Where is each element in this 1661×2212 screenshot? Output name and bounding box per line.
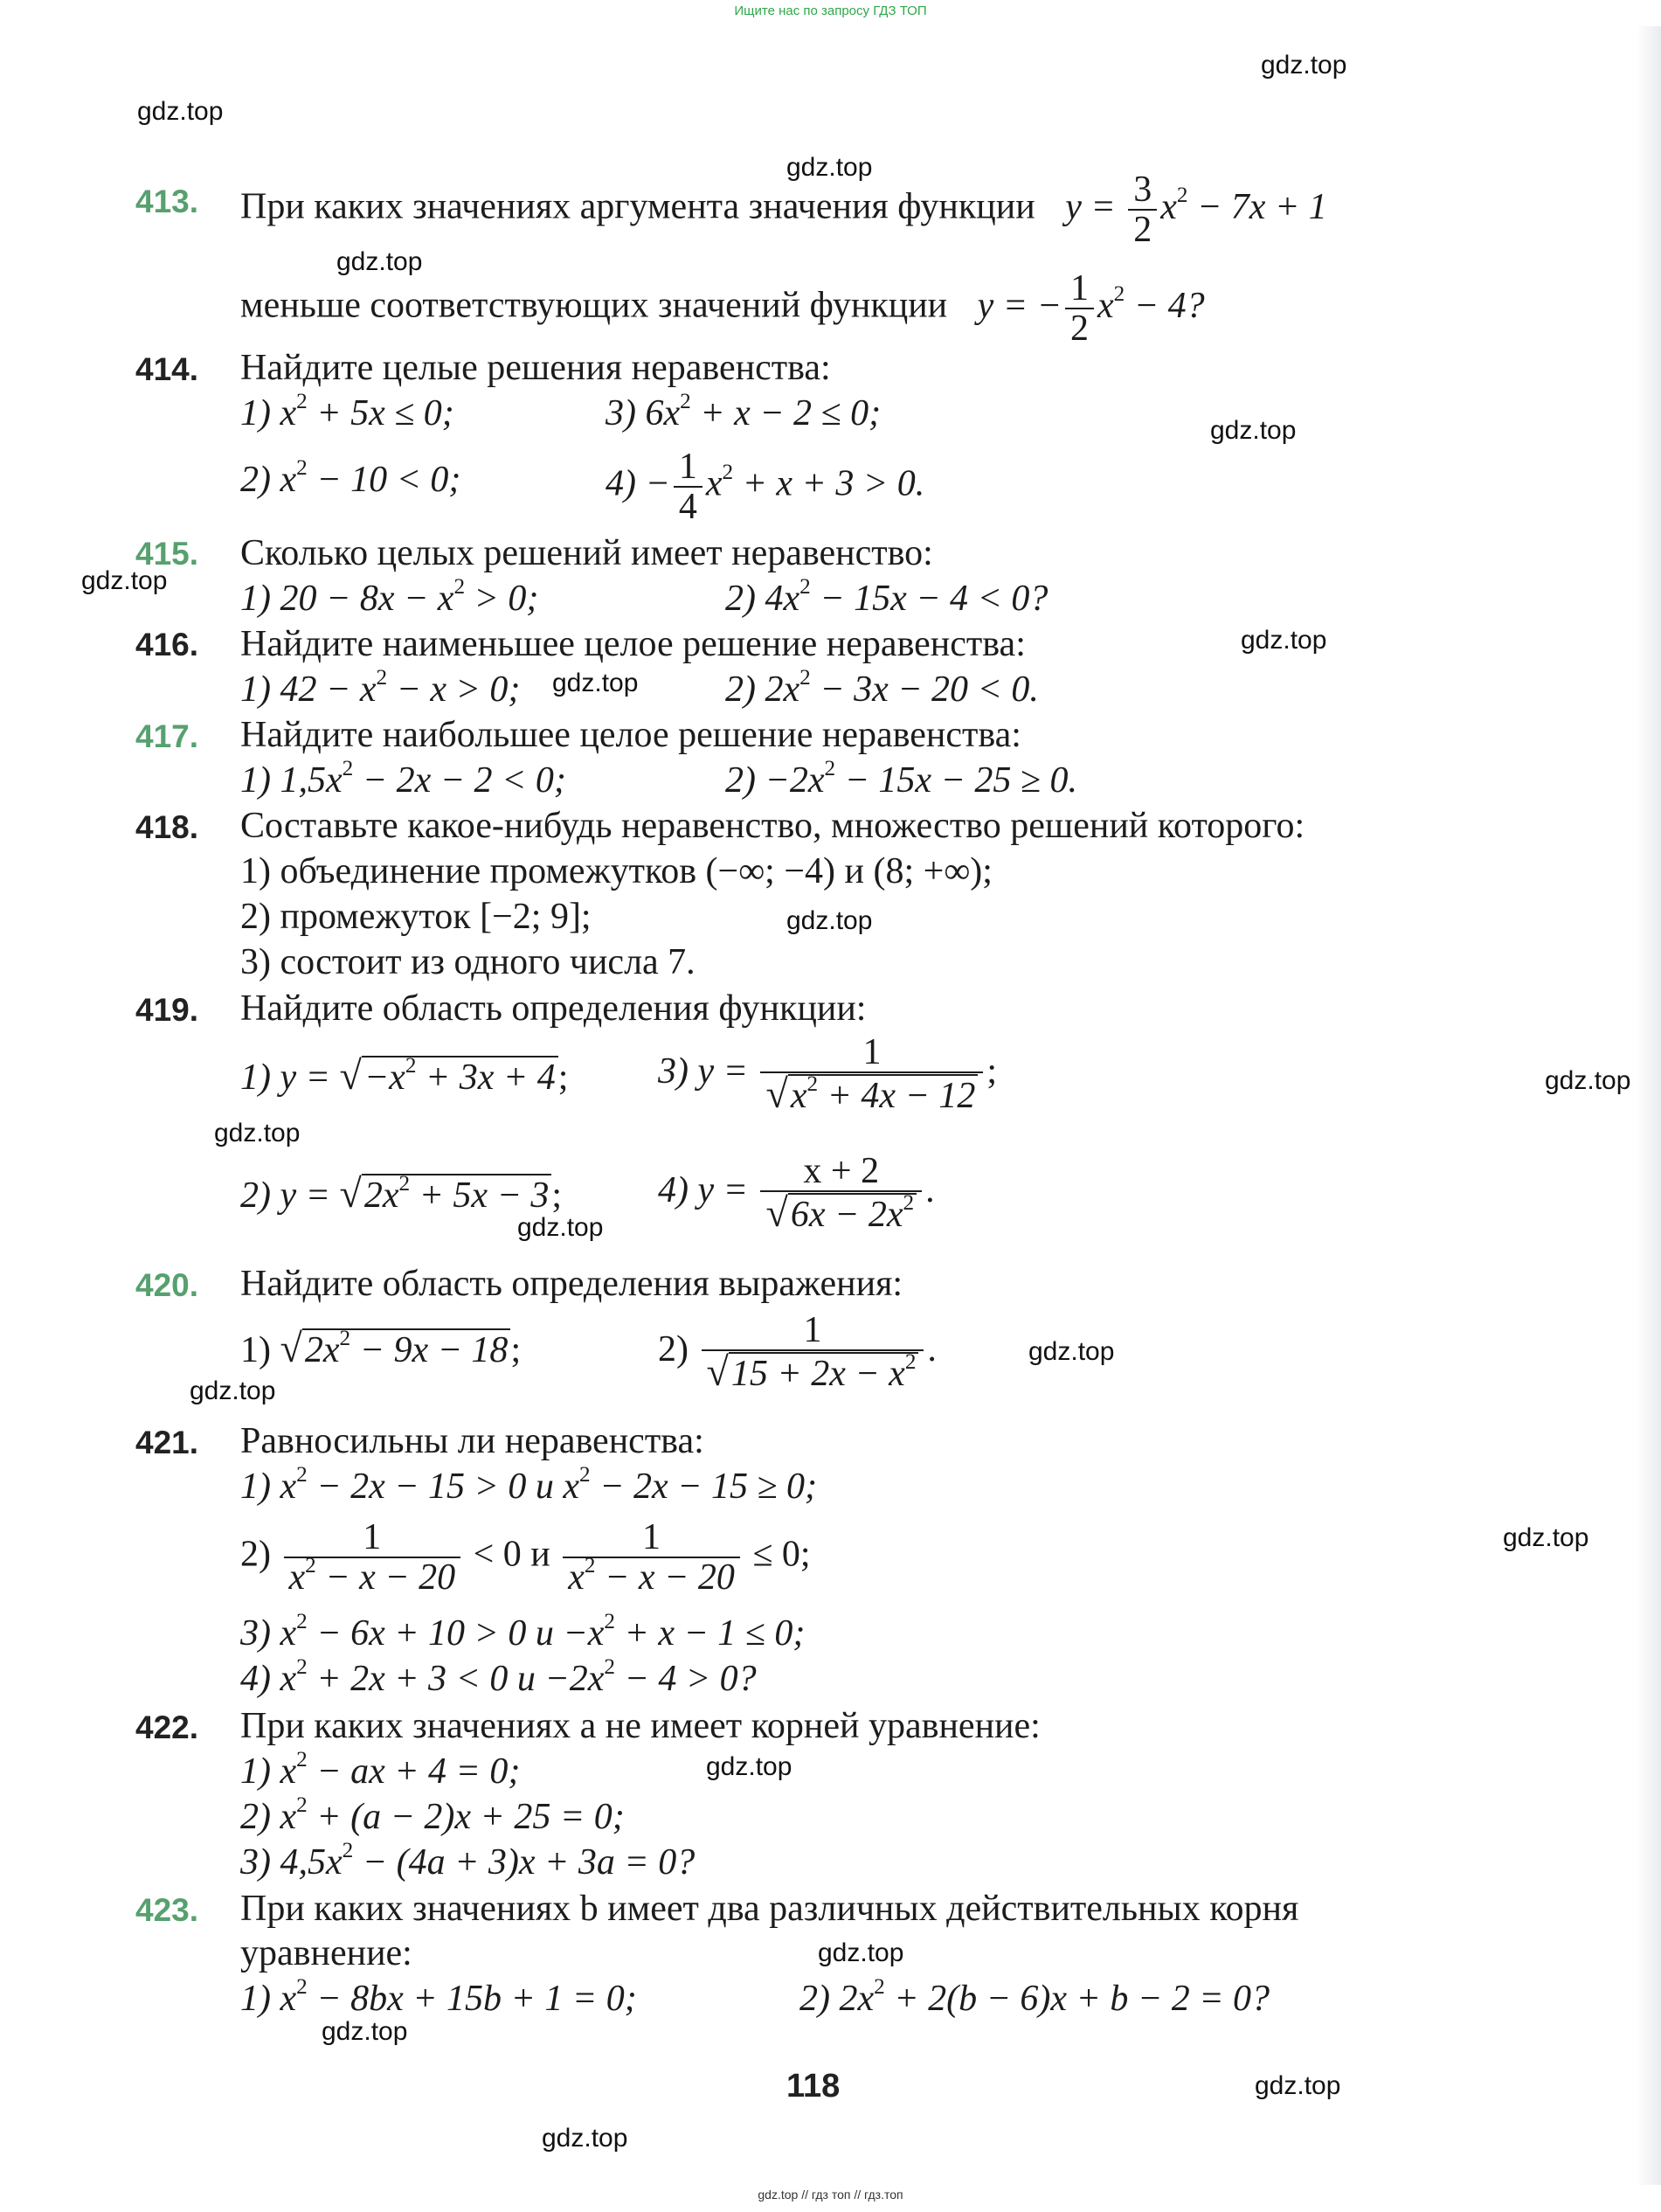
problem-423-item2: 2) $2x^2 + 2(b - 6)x + b - 2 = 0$? (799, 1975, 1270, 2019)
formula: y = (1065, 186, 1125, 227)
problem-422-item1: 1) $x^2$ − ax + 4 = 0; (240, 1748, 521, 1792)
watermark: gdz.top (818, 1938, 904, 1967)
fraction: $\frac{x + 2}{√6x - 2x^2}$ (760, 1152, 922, 1235)
watermark: gdz.top (81, 566, 168, 595)
square-root: $√2x^2 + 5x - 3$ (339, 1175, 551, 1216)
bottom-banner: gdz.top // гдз топ // гдз.топ (758, 2188, 903, 2202)
problem-418-item2: 2) промежуток [−2; 9]; (240, 897, 592, 937)
problem-text: При каких значениях аргумента значения функции (240, 186, 1035, 227)
problem-number: 421. (135, 1425, 199, 1460)
watermark: gdz.top (1503, 1523, 1589, 1552)
problem-419-item2: 2) $y = √2x^2 + 5x - 3$; (240, 1171, 563, 1216)
problem-421-item3: 3) $x^2 - 6x + 10 > 0$ $и -x^2 + x - 1 \le 0$; (240, 1610, 806, 1654)
problem-421-item4: 4) $x^2 + 2x + 3 < 0$ $и -2x^2 - 4 > 0$? (240, 1655, 757, 1699)
watermark: gdz.top (1241, 626, 1327, 655)
problem-413-line1: При каких значениях аргумента значения функции y = $\frac{3}{2}$ $x^2 - 7x + 1$ (240, 170, 1327, 251)
problem-416-item1: 1) $42 - x^2 - x > 0$; (240, 666, 521, 710)
fraction: $\frac{1}{2}$ (1065, 269, 1094, 348)
problem-423-item1: 1) $x^2 - 8bx + 15b + 1 = 0$; (240, 1975, 637, 2019)
problem-415-item1: 1) $20 - 8x - x^2 > 0$; (240, 575, 539, 619)
fraction: $\frac{1}{√15 + 2x - x^2}$ (702, 1311, 924, 1394)
watermark: gdz.top (552, 669, 639, 697)
watermark: gdz.top (706, 1752, 792, 1781)
problem-number: 418. (135, 809, 199, 845)
watermark: gdz.top (190, 1376, 276, 1405)
watermark: gdz.top (336, 247, 423, 276)
fraction: $\frac{1}{4}$ (674, 447, 702, 526)
problem-421-item1: 1) $x^2 - 2x - 15 > 0$ и $x^2 - 2x - 15 \ge 0$; (240, 1463, 818, 1507)
watermark: gdz.top (137, 97, 224, 126)
watermark: gdz.top (1255, 2071, 1341, 2100)
watermark: gdz.top (1261, 51, 1347, 80)
formula: y = − (977, 285, 1062, 326)
problem-417-item2: $2) -2x^2 - 15x - 25 \ge 0$. (725, 757, 1077, 801)
fraction: $\frac{1}{x^2 - x - 20}$ (284, 1518, 461, 1597)
problem-413-line2: меньше соответствующих значений функции y = − $\frac{1}{2}$ $x^2 - 4$? (240, 268, 1205, 350)
problem-title: Составьте какое-нибудь неравенство, множество решений которого: (240, 806, 1305, 846)
problem-418-item1: 1) объединение промежутков (−∞; −4) и (8; +∞); (240, 851, 993, 891)
problem-title: Сколько целых решений имеет неравенство: (240, 533, 933, 573)
problem-title: Найдите наибольшее целое решение неравенства: (240, 715, 1021, 755)
watermark: gdz.top (1028, 1337, 1115, 1366)
problem-414-item2: 2) $x^2 - 10 < 0$; (240, 456, 461, 500)
problem-title: Найдите область определения выражения: (240, 1264, 903, 1304)
square-root: $√2x^2 - 9x - 18$ (280, 1330, 511, 1370)
problem-number: 416. (135, 627, 199, 662)
problem-title: При каких значениях a не имеет корней уравнение: (240, 1706, 1041, 1746)
problem-title: Найдите область определения функции: (240, 988, 867, 1029)
watermark: gdz.top (322, 2017, 408, 2046)
problem-number: 415. (135, 536, 199, 572)
problem-number: 420. (135, 1267, 199, 1303)
problem-414-item3: 3) $6x^2 + x - 2 \le 0$; (606, 390, 882, 433)
problem-title: Найдите целые решения неравенства: (240, 348, 831, 388)
watermark: gdz.top (517, 1213, 604, 1242)
problem-title: При каких значениях b имеет два различных действительных корня (240, 1889, 1299, 1929)
fraction: $\frac{1}{x^2 - x - 20}$ (563, 1518, 740, 1597)
problem-number: 417. (135, 718, 199, 754)
problem-419-item3: 3) y = $\frac{1}{√x^2 + 4x - 12}$ ; (658, 1032, 998, 1117)
watermark: gdz.top (1210, 416, 1297, 445)
problem-number: 422. (135, 1709, 199, 1745)
problem-418-item3: 3) состоит из одного числа 7. (240, 942, 696, 982)
problem-number: 419. (135, 992, 199, 1028)
problem-414-item4: 4) − $\frac{1}{4}$ $x^2 + x + 3 > 0$. (606, 447, 925, 528)
problem-415-item2: 2) $4x^2 - 15x - 4 < 0$? (725, 575, 1049, 619)
problem-419-item4: 4) y = $\frac{x + 2}{√6x - 2x^2}$ . (658, 1151, 935, 1236)
problem-420-item2: 2) $\frac{1}{√15 + 2x - x^2}$ . (658, 1310, 937, 1395)
problem-number: 423. (135, 1892, 199, 1928)
problem-420-item1: 1) $√2x^2 - 9x - 18$; (240, 1326, 522, 1370)
watermark: gdz.top (214, 1119, 301, 1148)
problem-417-item1: 1) $1,5x^2 - 2x - 2 < 0$; (240, 757, 566, 801)
problem-422-item2: 2) $x^2 + (a - 2)x + 25 = 0$; (240, 1793, 625, 1837)
watermark: gdz.top (786, 906, 873, 935)
problem-416-item2: 2) $2x^2 - 3x - 20 < 0$. (725, 666, 1039, 710)
problem-title-continued: уравнение: (240, 1933, 412, 1973)
problem-number: 413. (135, 184, 199, 219)
fraction: $\frac{1}{√x^2 + 4x - 12}$ (760, 1033, 983, 1116)
problem-title: Найдите наименьшее целое решение неравенства: (240, 624, 1026, 664)
watermark: gdz.top (786, 153, 873, 182)
problem-421-item2: 2) $\frac{1}{x^2 - x - 20}$ < 0 и $\frac{1}{x^2 - x - 20}$ ≤ 0; (240, 1517, 811, 1598)
watermark: gdz.top (1545, 1066, 1631, 1095)
problem-number: 414. (135, 351, 199, 387)
watermark: gdz.top (542, 2124, 628, 2153)
problem-414-item1: 1) $x^2 + 5x \le 0$; (240, 390, 454, 433)
top-banner: Ищите нас по запросу ГДЗ ТОП (734, 3, 927, 18)
problem-422-item3: 3) $4,5x^2 - (4a + 3)x + 3a = 0$? (240, 1839, 696, 1883)
page-edge-shadow (1637, 26, 1661, 2185)
fraction: $\frac{3}{2}$ (1128, 170, 1157, 249)
problem-title: Равносильны ли неравенства: (240, 1421, 704, 1461)
problem-text: меньше соответствующих значений функции (240, 285, 948, 326)
page-number: 118 (786, 2068, 841, 2105)
square-root: $√-x^2 + 3x + 4$ (339, 1057, 557, 1098)
problem-419-item1: 1) $y = √-x^2 + 3x + 4$; (240, 1053, 569, 1098)
